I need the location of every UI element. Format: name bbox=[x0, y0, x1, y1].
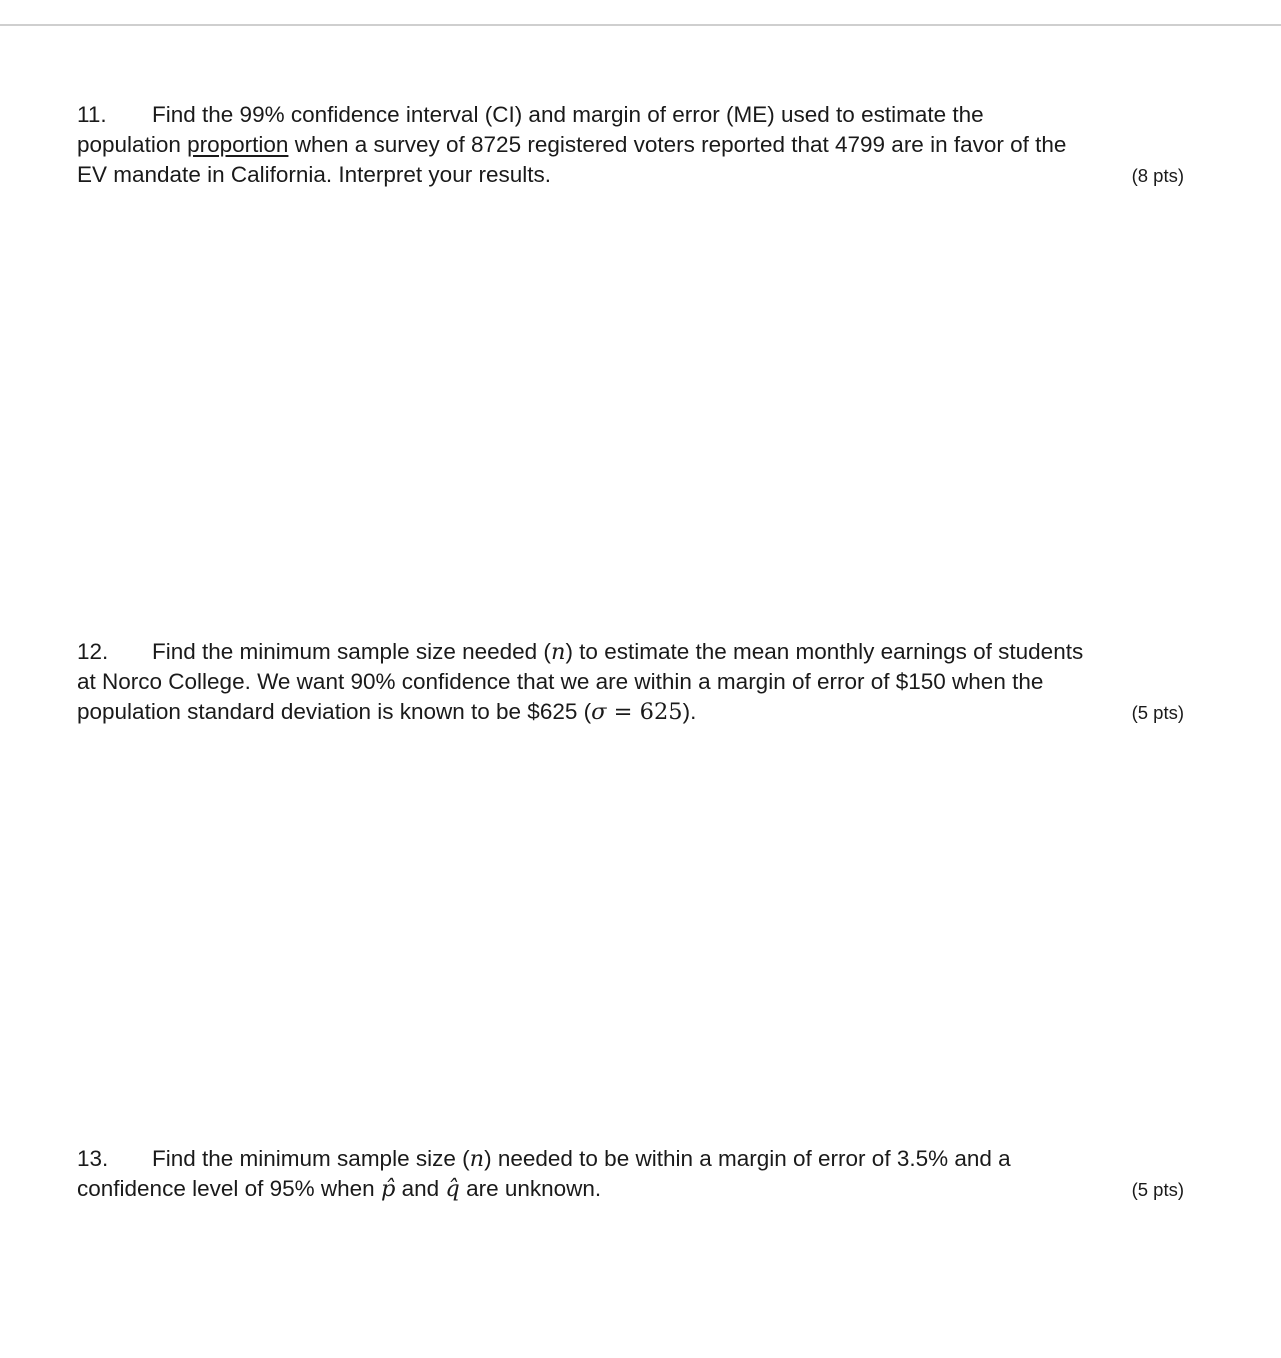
question-text: are unknown. bbox=[459, 1176, 602, 1201]
question-text: EV mandate in California. Interpret your results. bbox=[77, 162, 551, 187]
question-12 bbox=[77, 637, 1192, 727]
question-number: 12. bbox=[77, 639, 109, 664]
question-number: 13. bbox=[77, 1146, 109, 1171]
question-text: ). bbox=[682, 699, 697, 724]
math-q-hat: q̂ bbox=[445, 1176, 460, 1202]
question-11-line-1 bbox=[77, 100, 1192, 130]
math-equation: = 625 bbox=[606, 699, 683, 725]
question-11 bbox=[77, 100, 1192, 190]
question-12-line-1 bbox=[77, 637, 1192, 667]
question-13 bbox=[77, 1144, 1192, 1204]
question-text: Find the minimum sample size needed ( bbox=[152, 639, 551, 664]
points-label: (5 pts) bbox=[1131, 1179, 1184, 1200]
top-divider bbox=[0, 24, 1281, 26]
question-text: population standard deviation is known to be $625 ( bbox=[77, 699, 592, 724]
question-text: population bbox=[77, 132, 188, 157]
question-11-line-3 bbox=[77, 160, 1192, 190]
math-variable-n: n bbox=[550, 639, 566, 665]
question-12-line-2 bbox=[77, 667, 1192, 697]
points-label: (5 pts) bbox=[1131, 702, 1184, 723]
math-p-hat: p̂ bbox=[380, 1176, 396, 1202]
question-12-line-3 bbox=[77, 697, 1192, 727]
question-text: Find the 99% confidence interval (CI) and margin of error (ME) used to estimate the bbox=[152, 102, 984, 127]
question-text: when a survey of 8725 registered voters reported that 4799 are in favor of the bbox=[288, 132, 1067, 157]
question-text: confidence level of 95% when bbox=[77, 1176, 381, 1201]
question-text: at Norco College. We want 90% confidence that we are within a margin of error of $150 when the bbox=[77, 669, 1044, 694]
question-text: and bbox=[395, 1176, 446, 1201]
math-variable-n: n bbox=[469, 1146, 485, 1172]
question-text: ) needed to be within a margin of error of 3.5% and a bbox=[484, 1146, 1011, 1171]
math-sigma: σ bbox=[591, 699, 607, 725]
question-13-line-1 bbox=[77, 1144, 1192, 1174]
underlined-term: proportion bbox=[187, 132, 289, 157]
question-text: Find the minimum sample size ( bbox=[152, 1146, 470, 1171]
question-text: ) to estimate the mean monthly earnings of students bbox=[565, 639, 1084, 664]
question-number: 11. bbox=[77, 102, 107, 127]
question-13-line-2 bbox=[77, 1174, 1192, 1204]
question-11-line-2 bbox=[77, 130, 1192, 160]
points-label: (8 pts) bbox=[1131, 165, 1184, 186]
